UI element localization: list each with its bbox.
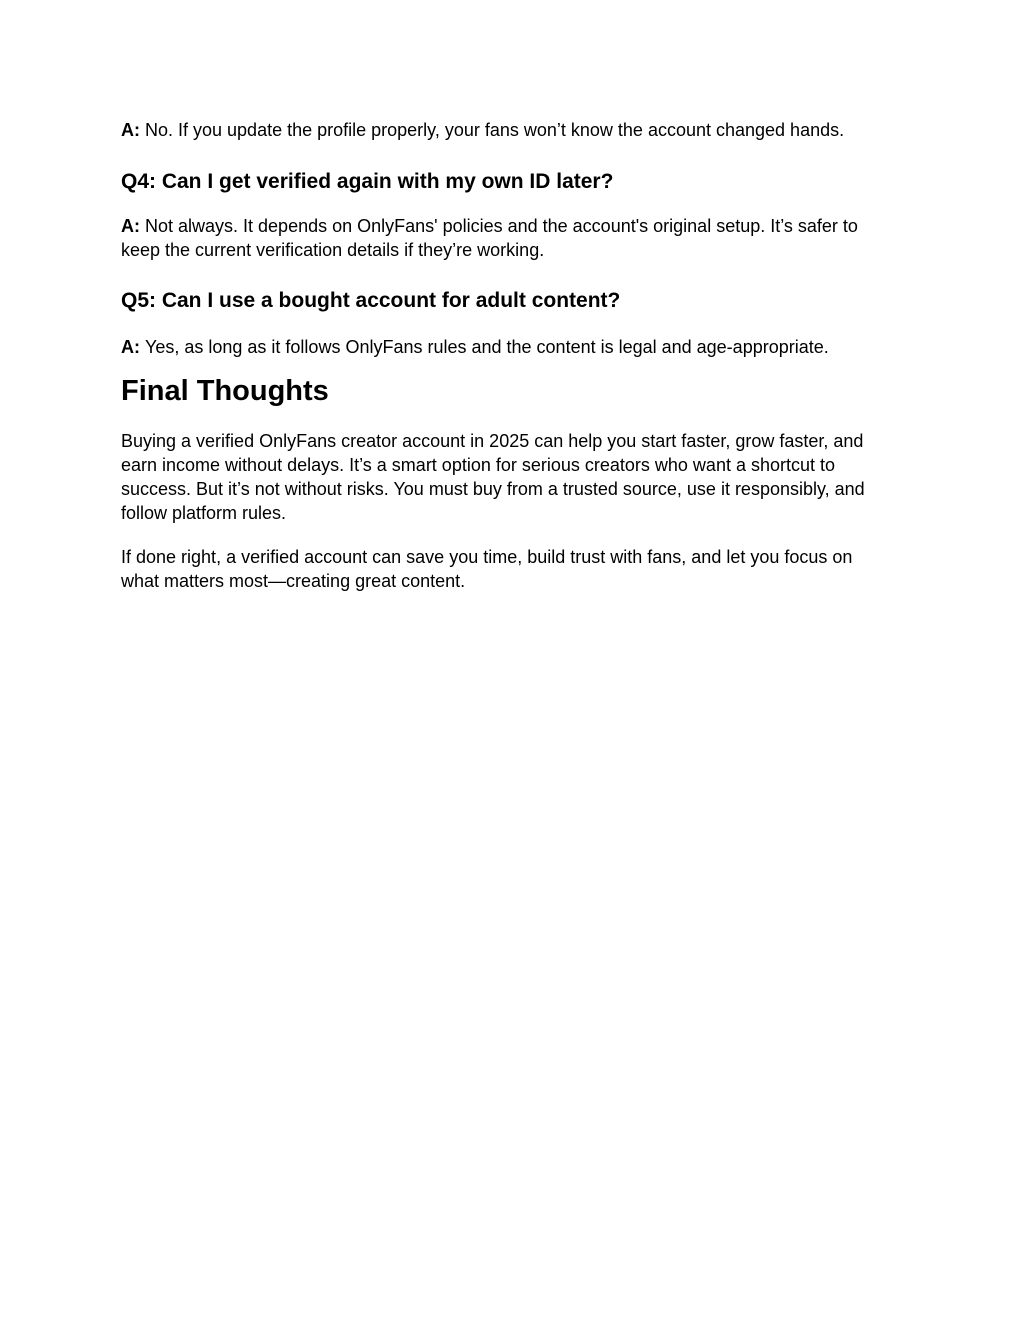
body-paragraph: Buying a verified OnlyFans creator account in 2025 can help you start faster, grow faster, and earn income without delays. It’s a smart option for serious creators who want a shortcut to success. But it’s not without risks. You must buy from a trusted source, use it responsibly, and follow platform rules. xyxy=(121,431,865,523)
answer-paragraph xyxy=(121,335,891,359)
question-heading-q4: Q4: Can I get verified again with my own ID later? xyxy=(121,170,614,193)
final-thoughts-heading: Final Thoughts xyxy=(121,375,329,407)
answer-paragraph xyxy=(121,214,891,262)
answer-prefix: A: xyxy=(121,337,145,357)
document-page xyxy=(121,118,891,593)
answer-text: Yes, as long as it follows OnlyFans rules and the content is legal and age-appropriate. xyxy=(145,337,829,357)
answer-prefix: A: xyxy=(121,120,145,140)
answer-text: No. If you update the profile properly, your fans won’t know the account changed hands. xyxy=(145,120,845,140)
question-heading-q5: Q5: Can I use a bought account for adult content? xyxy=(121,289,621,312)
answer-text: Not always. It depends on OnlyFans' policies and the account's original setup. It’s safer to keep the current verification details if they’re working. xyxy=(121,216,858,260)
answer-prefix: A: xyxy=(121,216,145,236)
answer-paragraph xyxy=(121,118,891,142)
body-paragraph: If done right, a verified account can save you time, build trust with fans, and let you focus on what matters most—creating great content. xyxy=(121,547,853,591)
